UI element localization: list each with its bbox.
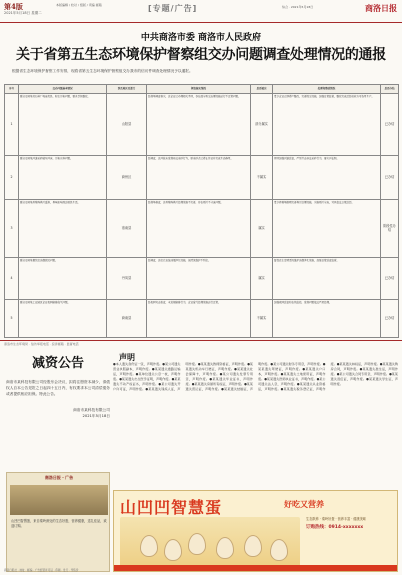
cell-check: 经调查，该河段未发现非法采砂行为，原采砂点已停止作业并完成生态修复。 <box>147 156 251 200</box>
cell-basic: 群众反映某河道采砂破坏河床、污染水体问题。 <box>19 156 107 200</box>
masthead <box>0 0 402 24</box>
egg-icon <box>188 533 206 555</box>
cell-check: 经现场核查，该养殖场粪污处理设施不完善，存在雨污不分流问题。 <box>147 200 251 258</box>
cell-done: 阶段性办结 <box>381 200 399 258</box>
small-ad-photo <box>10 485 108 515</box>
cell-done: 已办结 <box>381 300 399 338</box>
table-row <box>5 258 399 300</box>
issuer-line: 中共商洛市委 商洛市人民政府 <box>140 33 262 43</box>
cell-basic: 群众反映某餐饮店油烟扰民问题。 <box>19 258 107 300</box>
cell-handle: 加强夜间巡查和在线监控，发现问题依法严肃处理。 <box>273 300 381 338</box>
egg-advertisement <box>113 490 398 572</box>
col-header-area: 涉及地区及部门 <box>107 85 147 94</box>
report-table <box>4 84 399 338</box>
egg-ad-desc: 生态散养 · 秦岭好蛋 · 营养丰富 · 健康美味 <box>306 517 367 521</box>
cell-handle: 责令养殖场限期完善粪污处理设施，实施雨污分流，对其依法立案处罚。 <box>273 200 381 258</box>
cell-real: 属实 <box>251 258 273 300</box>
egg-icon <box>244 535 262 557</box>
egg-ad-hotline: 订购热线：0914-xxxxxxx <box>306 525 364 530</box>
top-right-info: 综合 · 2021年5月18日 <box>282 5 314 9</box>
cell-basic: 群众反映某村石料厂噪音扰民、粉尘污染问题，要求尽快整改。 <box>19 94 107 156</box>
cell-area: 丹凤县 <box>107 258 147 300</box>
cell-area: 商州区 <box>107 156 147 200</box>
small-ad-title: 商洛日报 · 广告 <box>44 475 74 480</box>
egg-ad-scene <box>120 517 300 567</box>
cell-handle: 持续加强河道巡查，严厉打击非法采砂行为，落实河长制。 <box>273 156 381 200</box>
editor-credits: 本版编辑 / 校对 / 组版 / 责编 邮箱 <box>56 3 102 7</box>
cell-real: 不属实 <box>251 156 273 200</box>
cell-done: 已办结 <box>381 94 399 156</box>
notice-body: 商洛市某科技有限公司经股东会决议，拟将注册资本减少，请债权人自本公告见报之日起四十五日内，有权要求本公司清偿债务或者提供相应担保。特此公告。 <box>6 380 110 396</box>
paper-logo: 商洛日报 <box>365 3 397 13</box>
main-headline: 关于省第五生态环境保护督察组交办问题调查处理情况的通报 <box>16 47 386 63</box>
cell-check: 经夜间突击检查，未发现偷排行为，企业废气处理设施运行正常。 <box>147 300 251 338</box>
section-title: [专题/广告] <box>148 4 198 13</box>
notice-signature: 商洛市某科技有限公司 2021年5月18日 <box>73 408 110 418</box>
col-header-basic: 交办问题基本情况 <box>19 85 107 94</box>
page-number: 第4版 <box>4 2 23 11</box>
small-ad-body: 山凹凹智慧蛋，来自秦岭深处的生态好蛋，营养健康，送礼佳品，欢迎订购。 <box>11 519 107 528</box>
col-header-done: 是否办结 <box>381 85 399 94</box>
cell-no: 5 <box>5 300 19 338</box>
egg-ad-info <box>306 517 394 530</box>
egg-icon <box>270 539 288 561</box>
cell-check: 经现场调查核实，该企业已办理相关手续，存在部分粉尘治理设施运行不正常问题。 <box>147 94 251 156</box>
cell-area: 洛南县 <box>107 200 147 258</box>
cell-done: 已办结 <box>381 258 399 300</box>
table-row <box>5 94 399 156</box>
cell-handle: 督促店主定期清洗维护油烟净化设施，加强日常巡查监管。 <box>273 258 381 300</box>
masthead-rule <box>0 22 402 23</box>
page-footer: 商洛日报社 · 地址 · 邮编 · 广告经营许可证 · 印刷 · 发行 · 零售价 <box>4 569 79 572</box>
cell-real: 部分属实 <box>251 94 273 156</box>
statement-body: ●本人遗失身份证一张，声明作废。●某公司遗失营业执照副本，声明作废。●某某遗失道路运输证，声明作废。●某单位遗失公章一枚，声明作废。●某某遗失出生医学证明，声明作废。●某某遗失不动产权证书，声明作废。●某公司遗失开户许可证，声明作废。●某某遗失残疾人证，声明作废。●某某遗失教师资格证，声明作废。●某某遗失机动车行驶证，声明作废。●某某遗失社会保障卡，声明作废。●某公司遗失发票专用章，声明作废。●某某遗失毕业证书，声明作废。●某某遗失房屋所有权证，声明作废。●某某遗失营运证，声明作废。●某某遗失结婚证，声明作废。●某公司遗失财务专用章，声明作废。●某某遗失驾驶证，声明作废。●某某遗失户口本，声明作废。●某某遗失土地使用证，声明作废。●某某遗失医师执业证书，声明作废。●某公司遗失法人章，声明作废。●某某遗失从业资格证，声明作废。●某某遗失税务登记证，声明作废。●某某遗失林权证，声明作废。●某某遗失购房合同，声明作废。●某某遗失准生证，声明作废。●某公司遗失合同专用章，声明作废。●某某遗失退伍证，声明作废。●某某遗失学生证，声明作废。 <box>113 362 398 391</box>
col-header-handle: 处理和整改情况 <box>273 85 381 94</box>
cell-no: 4 <box>5 258 19 300</box>
cell-area: 商南县 <box>107 300 147 338</box>
cell-no: 2 <box>5 156 19 200</box>
egg-icon <box>140 535 158 557</box>
small-advertisement <box>6 472 110 572</box>
col-header-check: 调查核实情况 <box>147 85 251 94</box>
capital-reduction-notice <box>6 352 110 419</box>
cell-basic: 群众反映某养殖场粪污直排，臭味影响周边居民生活。 <box>19 200 107 258</box>
egg-ad-subtitle: 好吃又营养 <box>284 500 324 509</box>
egg-icon <box>216 537 234 559</box>
cell-real: 属实 <box>251 200 273 258</box>
table-footer-line: 商洛市生态环境局 · 信访举报电话 · 投诉邮箱 · 监督电话 <box>4 342 79 346</box>
cell-no: 3 <box>5 200 19 258</box>
cell-basic: 群众反映某工业园区企业夜间偷排废气问题。 <box>19 300 107 338</box>
issue-date: 2021年5月18日 星期二 <box>4 11 42 15</box>
notice-title: 减资公告 <box>31 356 84 371</box>
cell-handle: 责令企业立即停产整改，完善除尘设施，加强日常监管，整改完成后经验收方可恢复生产。 <box>273 94 381 156</box>
egg-ad-title: 山凹凹智慧蛋 <box>120 498 223 517</box>
col-header-no: 序号 <box>5 85 19 94</box>
table-row <box>5 200 399 258</box>
statement-section <box>113 352 398 488</box>
table-row <box>5 300 399 338</box>
cell-check: 经调查，该店已安装油烟净化设施，但清洗维护不到位。 <box>147 258 251 300</box>
cell-done: 已办结 <box>381 156 399 200</box>
statement-title: 声明 <box>119 353 135 362</box>
egg-icon <box>164 539 182 561</box>
cell-no: 1 <box>5 94 19 156</box>
cell-real: 不属实 <box>251 300 273 338</box>
cell-area: 山阳县 <box>107 94 147 156</box>
table-row <box>5 156 399 200</box>
col-header-real: 是否属实 <box>251 85 273 94</box>
headline-intro: 根据省生态环境保护督察工作安排，现将省第五生态环境保护督察组交办我市的信访件调查处理情况予以通报。 <box>12 69 193 73</box>
section-rule <box>0 340 402 341</box>
table-header-row <box>5 85 399 94</box>
